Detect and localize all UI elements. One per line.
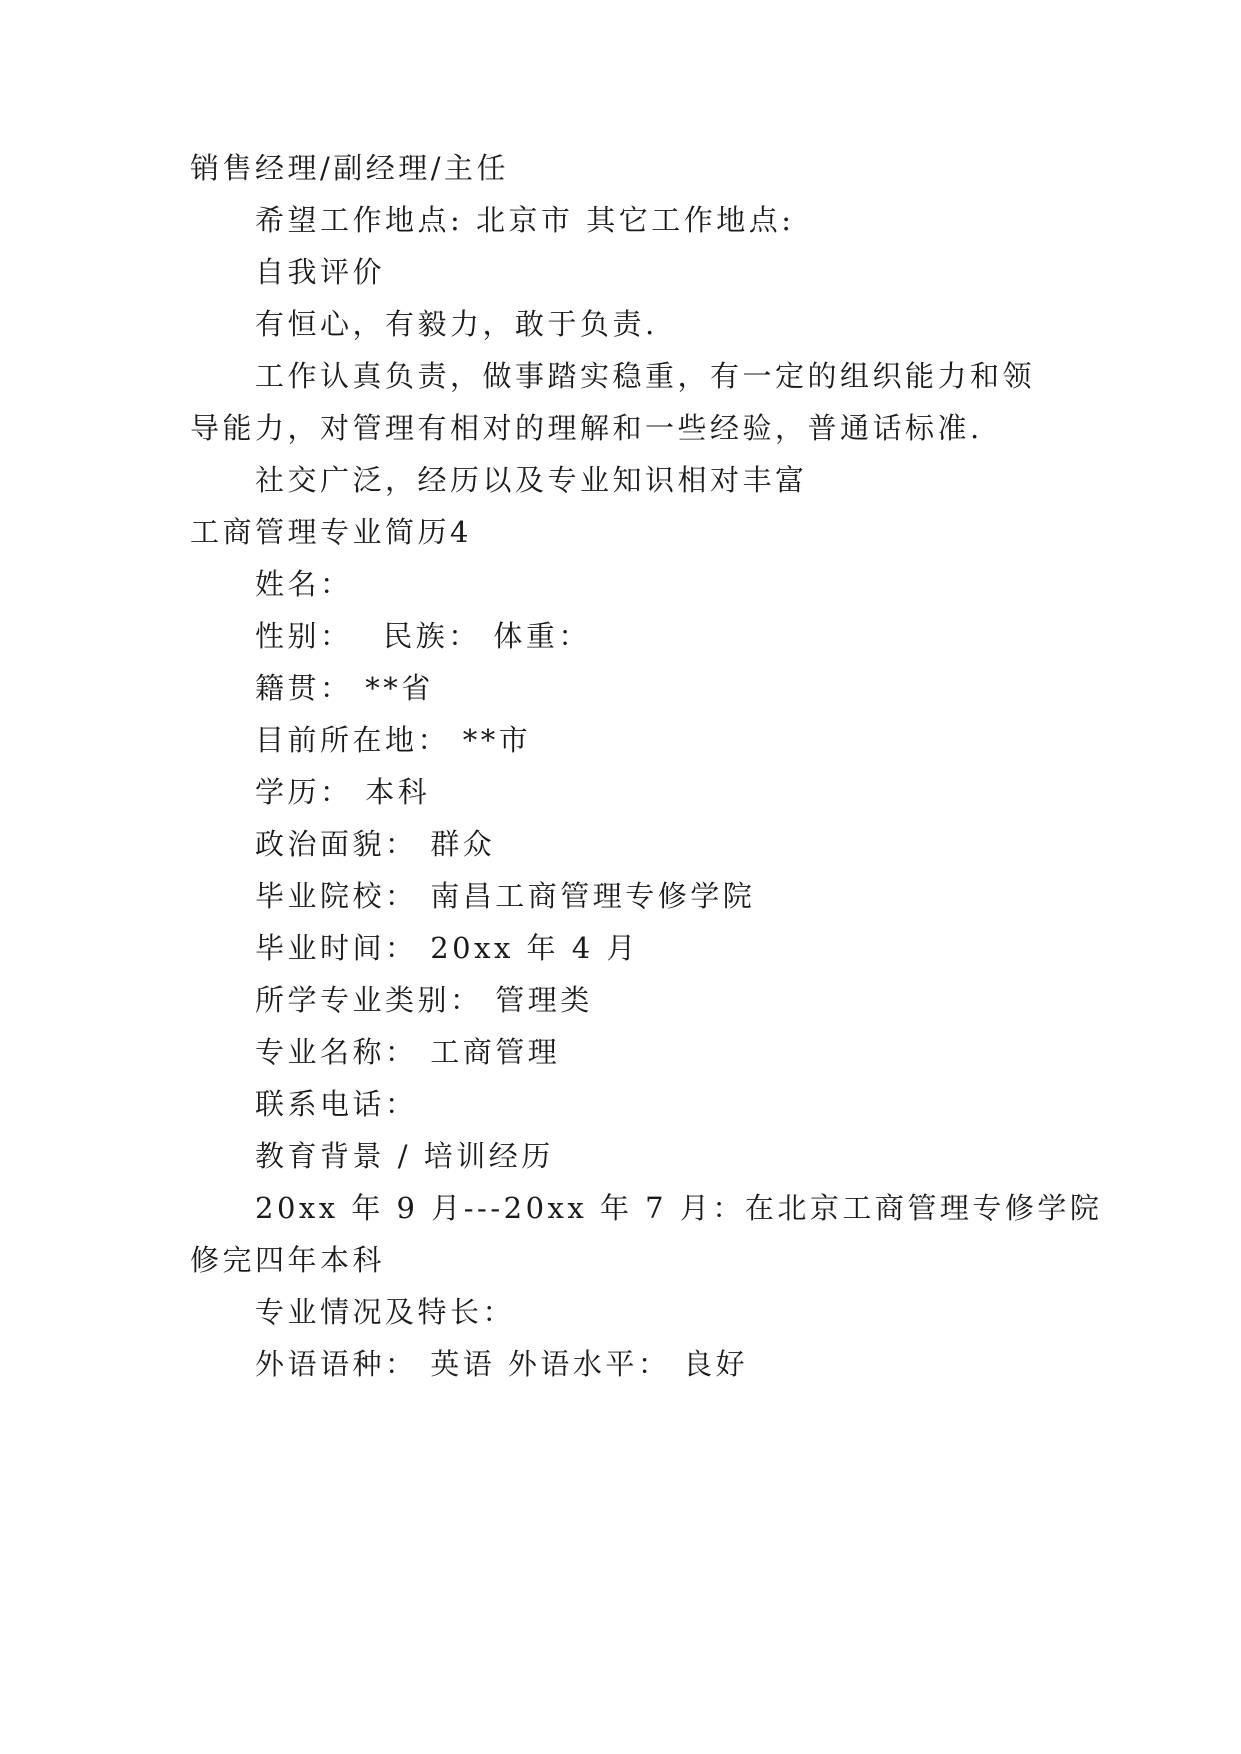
current-location-field: 目前所在地： **市	[255, 723, 532, 757]
graduate-school-field: 毕业院校： 南昌工商管理专修学院	[255, 879, 756, 913]
education-background-heading: 教育背景 / 培训经历	[255, 1139, 554, 1173]
education-level-field: 学历： 本科	[255, 775, 431, 809]
native-place-field: 籍贯： **省	[255, 671, 434, 705]
self-evaluation-text-2: 工作认真负责，做事踏实稳重，有一定的组织能力和领	[255, 359, 1036, 393]
gender-ethnicity-weight-field: 性别： 民族： 体重：	[255, 619, 591, 653]
specialty-heading: 专业情况及特长：	[255, 1295, 516, 1329]
self-evaluation-text-3: 社交广泛，经历以及专业知识相对丰富	[255, 463, 808, 497]
education-entry: 20xx 年 9 月---20xx 年 7 月：在北京工商管理专修学院	[255, 1191, 1103, 1225]
desired-location-line: 希望工作地点: 北京市 其它工作地点:	[255, 203, 795, 237]
section-title: 工商管理专业简历4	[190, 515, 472, 549]
name-field: 姓名：	[255, 567, 353, 601]
major-name-field: 专业名称： 工商管理	[255, 1035, 561, 1069]
education-entry-cont: 修完四年本科	[190, 1243, 386, 1277]
phone-field: 联系电话：	[255, 1087, 418, 1121]
foreign-language-field: 外语语种： 英语 外语水平： 良好	[255, 1347, 749, 1381]
job-title-line: 销售经理/副经理/主任	[190, 151, 510, 185]
self-evaluation-text-1: 有恒心，有毅力，敢于负责.	[255, 307, 658, 341]
self-evaluation-heading: 自我评价	[255, 255, 386, 289]
political-status-field: 政治面貌： 群众	[255, 827, 496, 861]
graduation-date-field: 毕业时间： 20xx 年 4 月	[255, 931, 639, 965]
self-evaluation-text-2-cont: 导能力，对管理有相对的理解和一些经验，普通话标准.	[190, 411, 983, 445]
major-category-field: 所学专业类别： 管理类	[255, 983, 593, 1017]
